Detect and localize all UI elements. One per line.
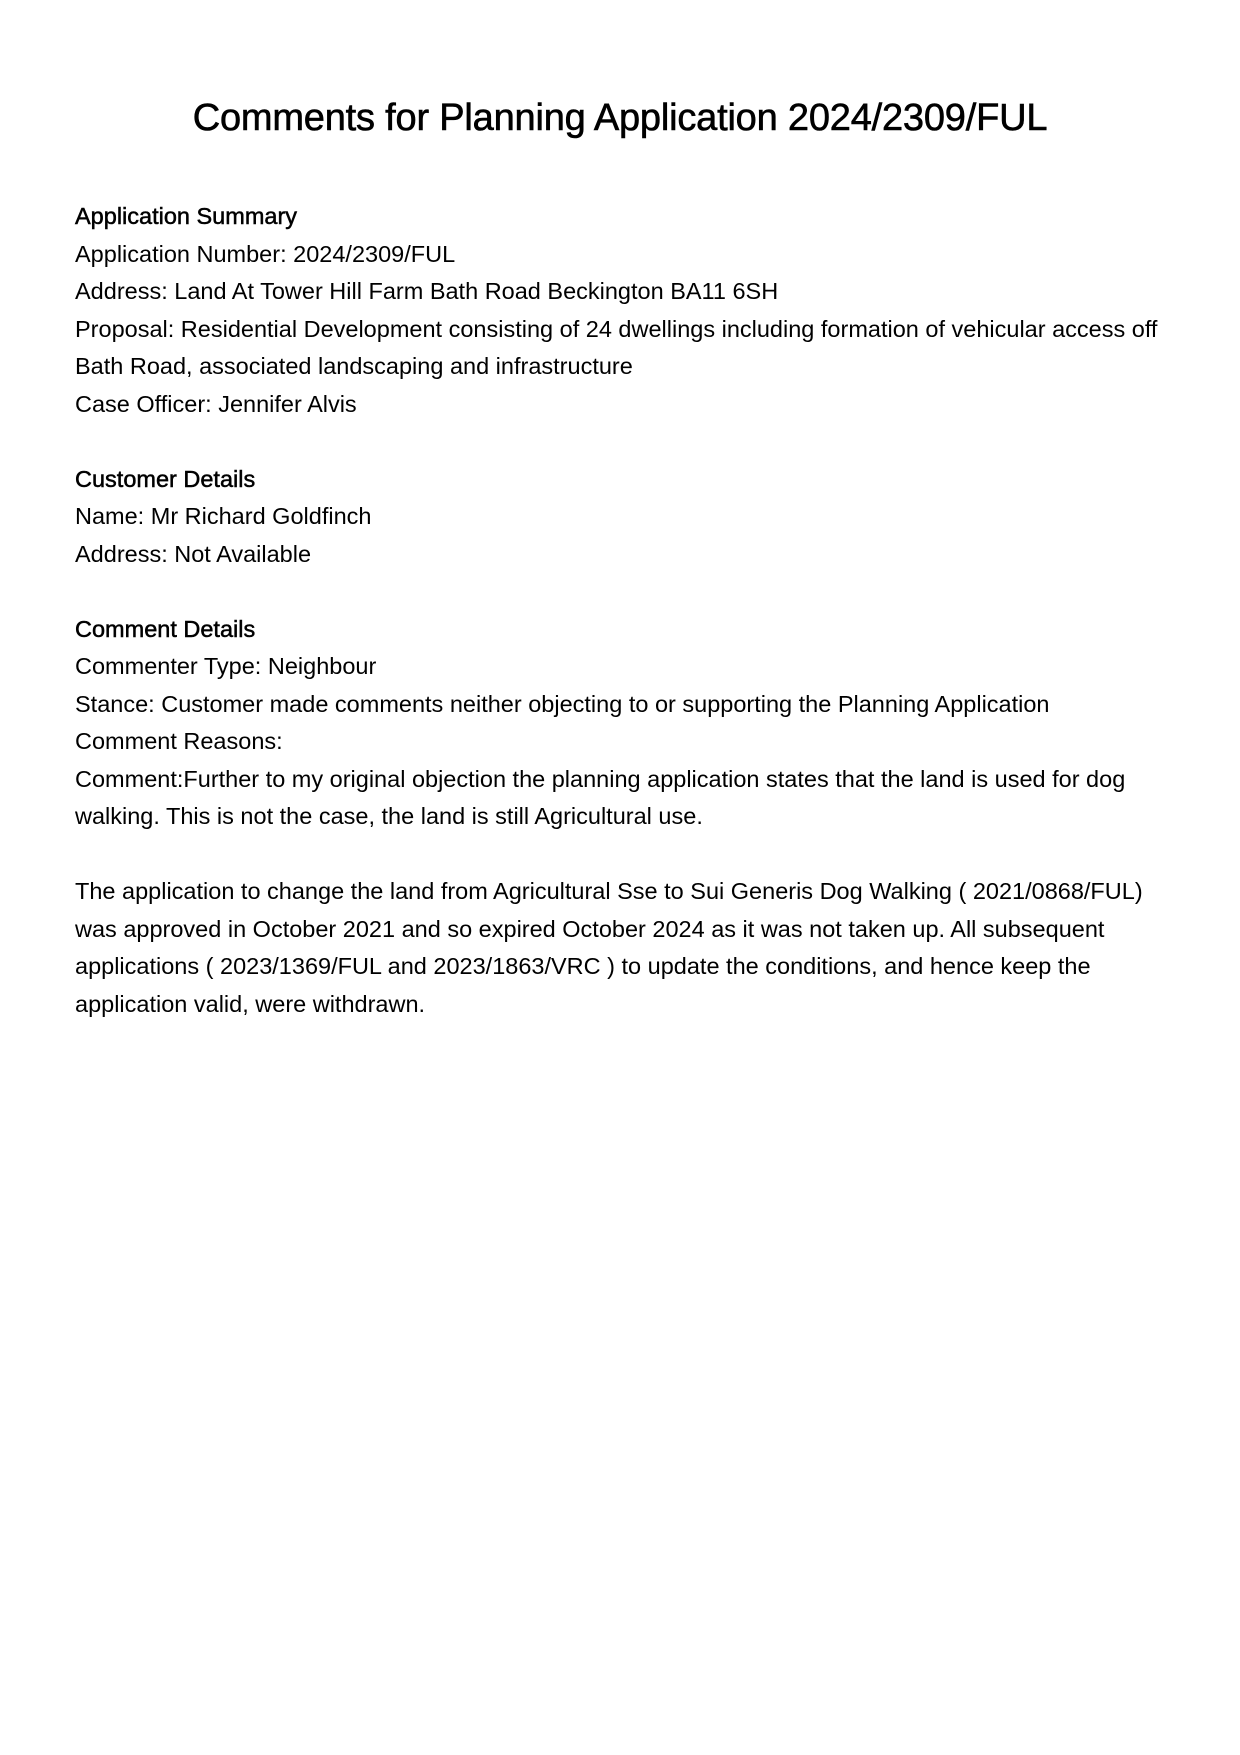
comment-details-section [75,611,1170,1024]
application-number: Application Number: 2024/2309/FUL [75,240,456,267]
comment-reasons: Comment Reasons: [75,728,283,754]
customer-details-section [75,461,1170,574]
application-summary-section [75,198,1170,423]
case-officer: Case Officer: Jennifer Alvis [75,390,357,417]
application-summary-heading: Application Summary [75,203,298,229]
section-spacer [75,423,1170,461]
customer-address: Address: Not Available [75,540,312,567]
customer-name: Name: Mr Richard Goldfinch [75,503,372,529]
page-title: Comments for Planning Application 2024/2309/FUL [192,97,1048,139]
comment-stance: Stance: Customer made comments neither objecting to or supporting the Planning Application [75,690,1050,717]
document-body [75,198,1170,1023]
section-spacer [75,573,1170,611]
comment-text-paragraph-2: The application to change the land from Agricultural Sse to Sui Generis Dog Walking ( 2021/0868/FUL) was approved in October 2021 and so expired October 2024 as it was not taken up. All subsequent applications ( 2023/1369/FUL and 2023/1863/VRC ) to update the conditions, and hence keep the application valid, were withdrawn. [75,878,1143,1017]
commenter-type: Commenter Type: Neighbour [75,653,377,679]
comment-details-heading: Comment Details [75,615,256,642]
application-address: Address: Land At Tower Hill Farm Bath Road Beckington BA11 6SH [75,278,779,304]
paragraph-spacer [75,836,1170,874]
application-proposal: Proposal: Residential Development consisting of 24 dwellings including formation of vehicular access off Bath Road, associated landscaping and infrastructure [75,315,1158,379]
customer-details-heading: Customer Details [75,465,256,492]
comment-text: Comment:Further to my original objection the planning application states that the land is used for dog walking. This is not the case, the land is still Agricultural use. [75,765,1126,829]
